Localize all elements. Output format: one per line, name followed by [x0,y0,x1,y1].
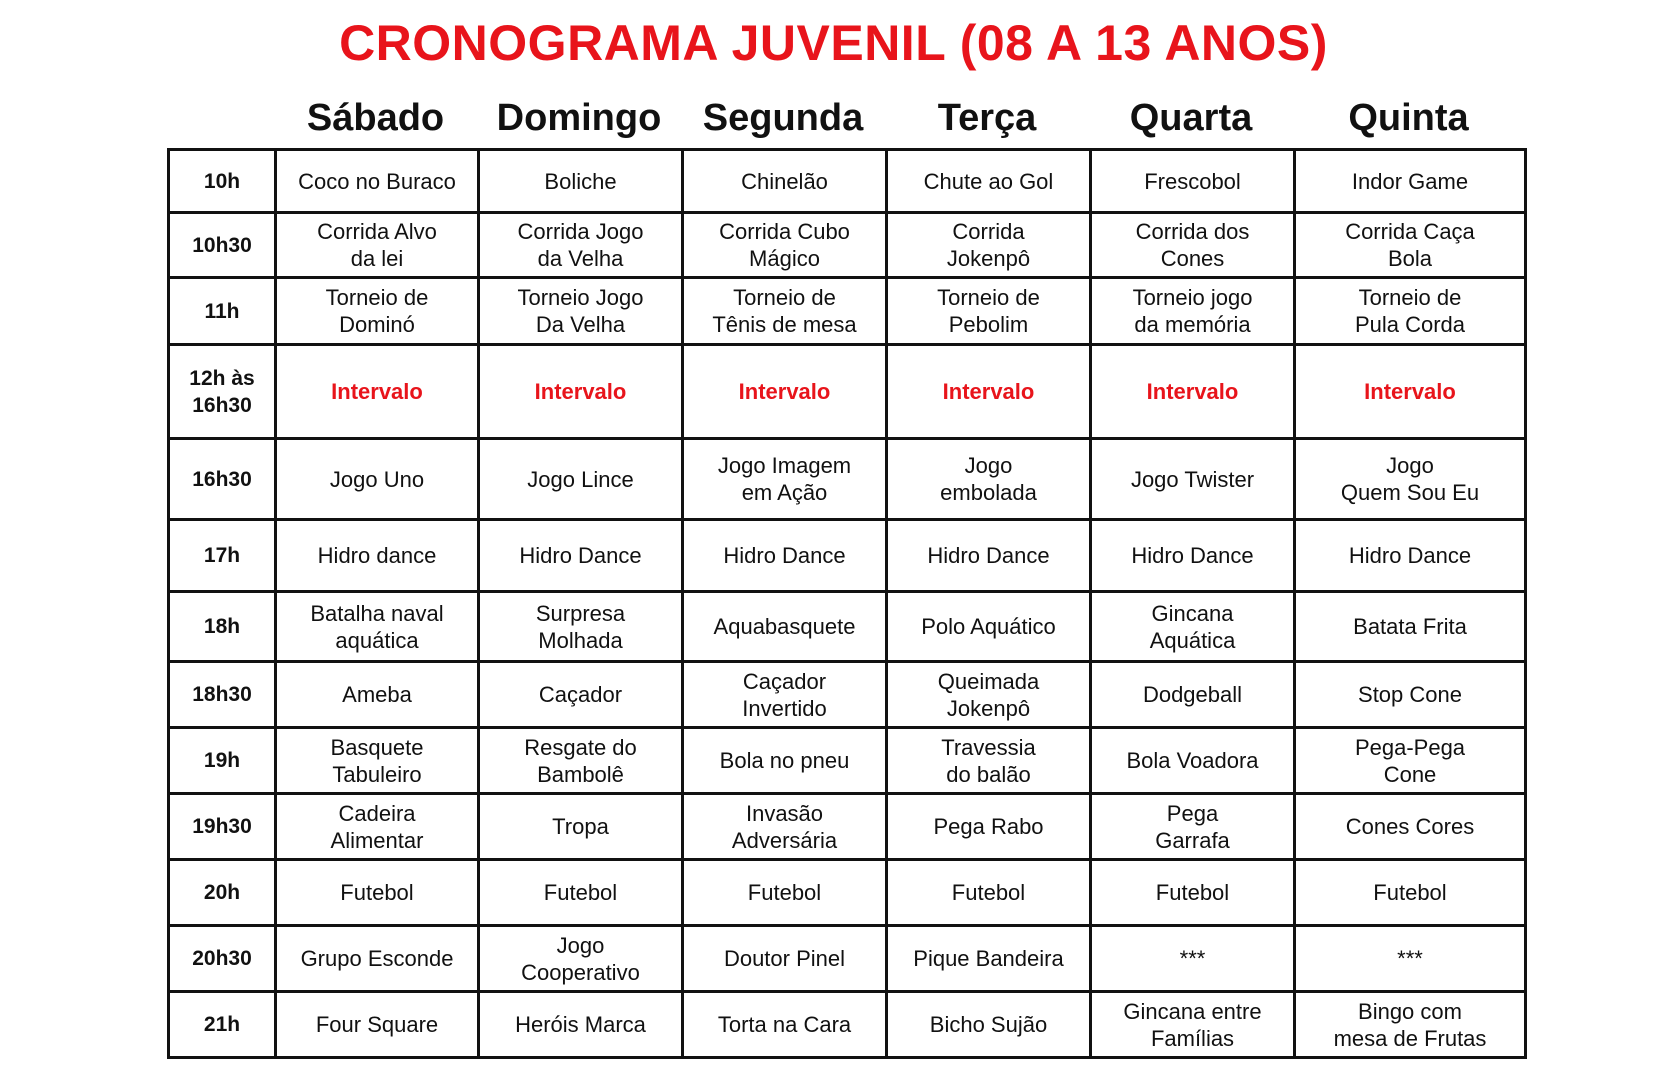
activity-cell: Bola no pneu [683,728,887,794]
time-slot-cell: 11h [169,278,276,345]
schedule-row [169,926,1526,992]
schedule-row [169,439,1526,520]
activity-cell: Indor Game [1295,150,1526,213]
day-header-sabado: Sábado [306,97,445,139]
schedule-row [169,278,1526,345]
activity-cell: Hidro Dance [479,520,683,592]
day-header-row [167,88,1524,148]
activity-cell: Bola Voadora [1091,728,1295,794]
activity-cell: Batata Frita [1295,592,1526,662]
activity-cell: Futebol [887,860,1091,926]
activity-cell: Caçador Invertido [683,662,887,728]
activity-cell: Jogo Cooperativo [479,926,683,992]
schedule-row [169,213,1526,278]
time-slot-cell: 19h30 [169,794,276,860]
time-slot-cell: 16h30 [169,439,276,520]
time-slot-cell: 18h [169,592,276,662]
activity-cell: Torneio Jogo Da Velha [479,278,683,345]
schedule-row [169,728,1526,794]
activity-cell: Corrida Alvo da lei [276,213,479,278]
activity-cell: Futebol [479,860,683,926]
activity-cell: Cones Cores [1295,794,1526,860]
activity-cell: Travessia do balão [887,728,1091,794]
activity-cell: Jogo Quem Sou Eu [1295,439,1526,520]
activity-cell: Torneio de Tênis de mesa [683,278,887,345]
activity-cell: Bingo com mesa de Frutas [1295,992,1526,1058]
activity-cell: Hidro Dance [887,520,1091,592]
activity-cell: Doutor Pinel [683,926,887,992]
activity-cell: Resgate do Bambolê [479,728,683,794]
activity-cell: Corrida Jokenpô [887,213,1091,278]
day-header-quinta: Quinta [1348,97,1469,139]
interval-cell: Intervalo [1091,345,1295,439]
activity-cell: Torneio jogo da memória [1091,278,1295,345]
activity-cell: Jogo Twister [1091,439,1295,520]
activity-cell: Dodgeball [1091,662,1295,728]
activity-cell: Hidro Dance [1295,520,1526,592]
activity-cell: Jogo Uno [276,439,479,520]
schedule-row [169,662,1526,728]
page-title: CRONOGRAMA JUVENIL (08 A 13 ANOS) [339,15,1328,71]
activity-cell: Stop Cone [1295,662,1526,728]
activity-cell: Jogo Lince [479,439,683,520]
activity-cell: Futebol [276,860,479,926]
schedule-row [169,592,1526,662]
activity-cell: Invasão Adversária [683,794,887,860]
activity-cell: Torneio de Pula Corda [1295,278,1526,345]
activity-cell: Jogo Imagem em Ação [683,439,887,520]
activity-cell: Pega Rabo [887,794,1091,860]
schedule-row [169,992,1526,1058]
activity-cell: Torneio de Dominó [276,278,479,345]
activity-cell: Pega-Pega Cone [1295,728,1526,794]
schedule-row [169,794,1526,860]
activity-cell: Caçador [479,662,683,728]
activity-cell: *** [1091,926,1295,992]
time-slot-cell: 19h [169,728,276,794]
time-slot-cell: 10h [169,150,276,213]
schedule-body [169,150,1526,1058]
activity-cell: Futebol [1295,860,1526,926]
activity-cell: Basquete Tabuleiro [276,728,479,794]
interval-cell: Intervalo [683,345,887,439]
activity-cell: Chute ao Gol [887,150,1091,213]
activity-cell: Tropa [479,794,683,860]
interval-cell: Intervalo [1295,345,1526,439]
time-slot-cell: 20h [169,860,276,926]
activity-cell: Cadeira Alimentar [276,794,479,860]
day-header-quarta: Quarta [1129,97,1253,139]
activity-cell: Grupo Esconde [276,926,479,992]
activity-cell: Boliche [479,150,683,213]
activity-cell: Torta na Cara [683,992,887,1058]
activity-cell: Polo Aquático [887,592,1091,662]
activity-cell: Corrida Caça Bola [1295,213,1526,278]
activity-cell: Torneio de Pebolim [887,278,1091,345]
interval-cell: Intervalo [276,345,479,439]
time-slot-cell: 10h30 [169,213,276,278]
activity-cell: Futebol [1091,860,1295,926]
activity-cell: Pique Bandeira [887,926,1091,992]
activity-cell: Aquabasquete [683,592,887,662]
activity-cell: Futebol [683,860,887,926]
activity-cell: *** [1295,926,1526,992]
activity-cell: Frescobol [1091,150,1295,213]
activity-cell: Corrida Cubo Mágico [683,213,887,278]
time-slot-cell: 12h às 16h30 [169,345,276,439]
activity-cell: Coco no Buraco [276,150,479,213]
activity-cell: Corrida dos Cones [1091,213,1295,278]
activity-cell: Hidro Dance [1091,520,1295,592]
activity-cell: Gincana Aquática [1091,592,1295,662]
activity-cell: Chinelão [683,150,887,213]
activity-cell: Hidro dance [276,520,479,592]
schedule-row [169,860,1526,926]
day-header-segunda: Segunda [702,97,864,139]
time-slot-cell: 21h [169,992,276,1058]
activity-cell: Queimada Jokenpô [887,662,1091,728]
activity-cell: Batalha naval aquática [276,592,479,662]
activity-cell: Corrida Jogo da Velha [479,213,683,278]
schedule-row [169,345,1526,439]
schedule-row [169,520,1526,592]
interval-cell: Intervalo [887,345,1091,439]
time-slot-cell: 18h30 [169,662,276,728]
activity-cell: Ameba [276,662,479,728]
time-slot-cell: 17h [169,520,276,592]
day-header-domingo: Domingo [496,97,662,139]
activity-cell: Jogo embolada [887,439,1091,520]
time-slot-cell: 20h30 [169,926,276,992]
activity-cell: Pega Garrafa [1091,794,1295,860]
activity-cell: Four Square [276,992,479,1058]
day-header-terca: Terça [937,97,1037,139]
interval-cell: Intervalo [479,345,683,439]
activity-cell: Bicho Sujão [887,992,1091,1058]
schedule-table [167,148,1527,1059]
activity-cell: Hidro Dance [683,520,887,592]
schedule-row [169,150,1526,213]
activity-cell: Heróis Marca [479,992,683,1058]
activity-cell: Surpresa Molhada [479,592,683,662]
activity-cell: Gincana entre Famílias [1091,992,1295,1058]
